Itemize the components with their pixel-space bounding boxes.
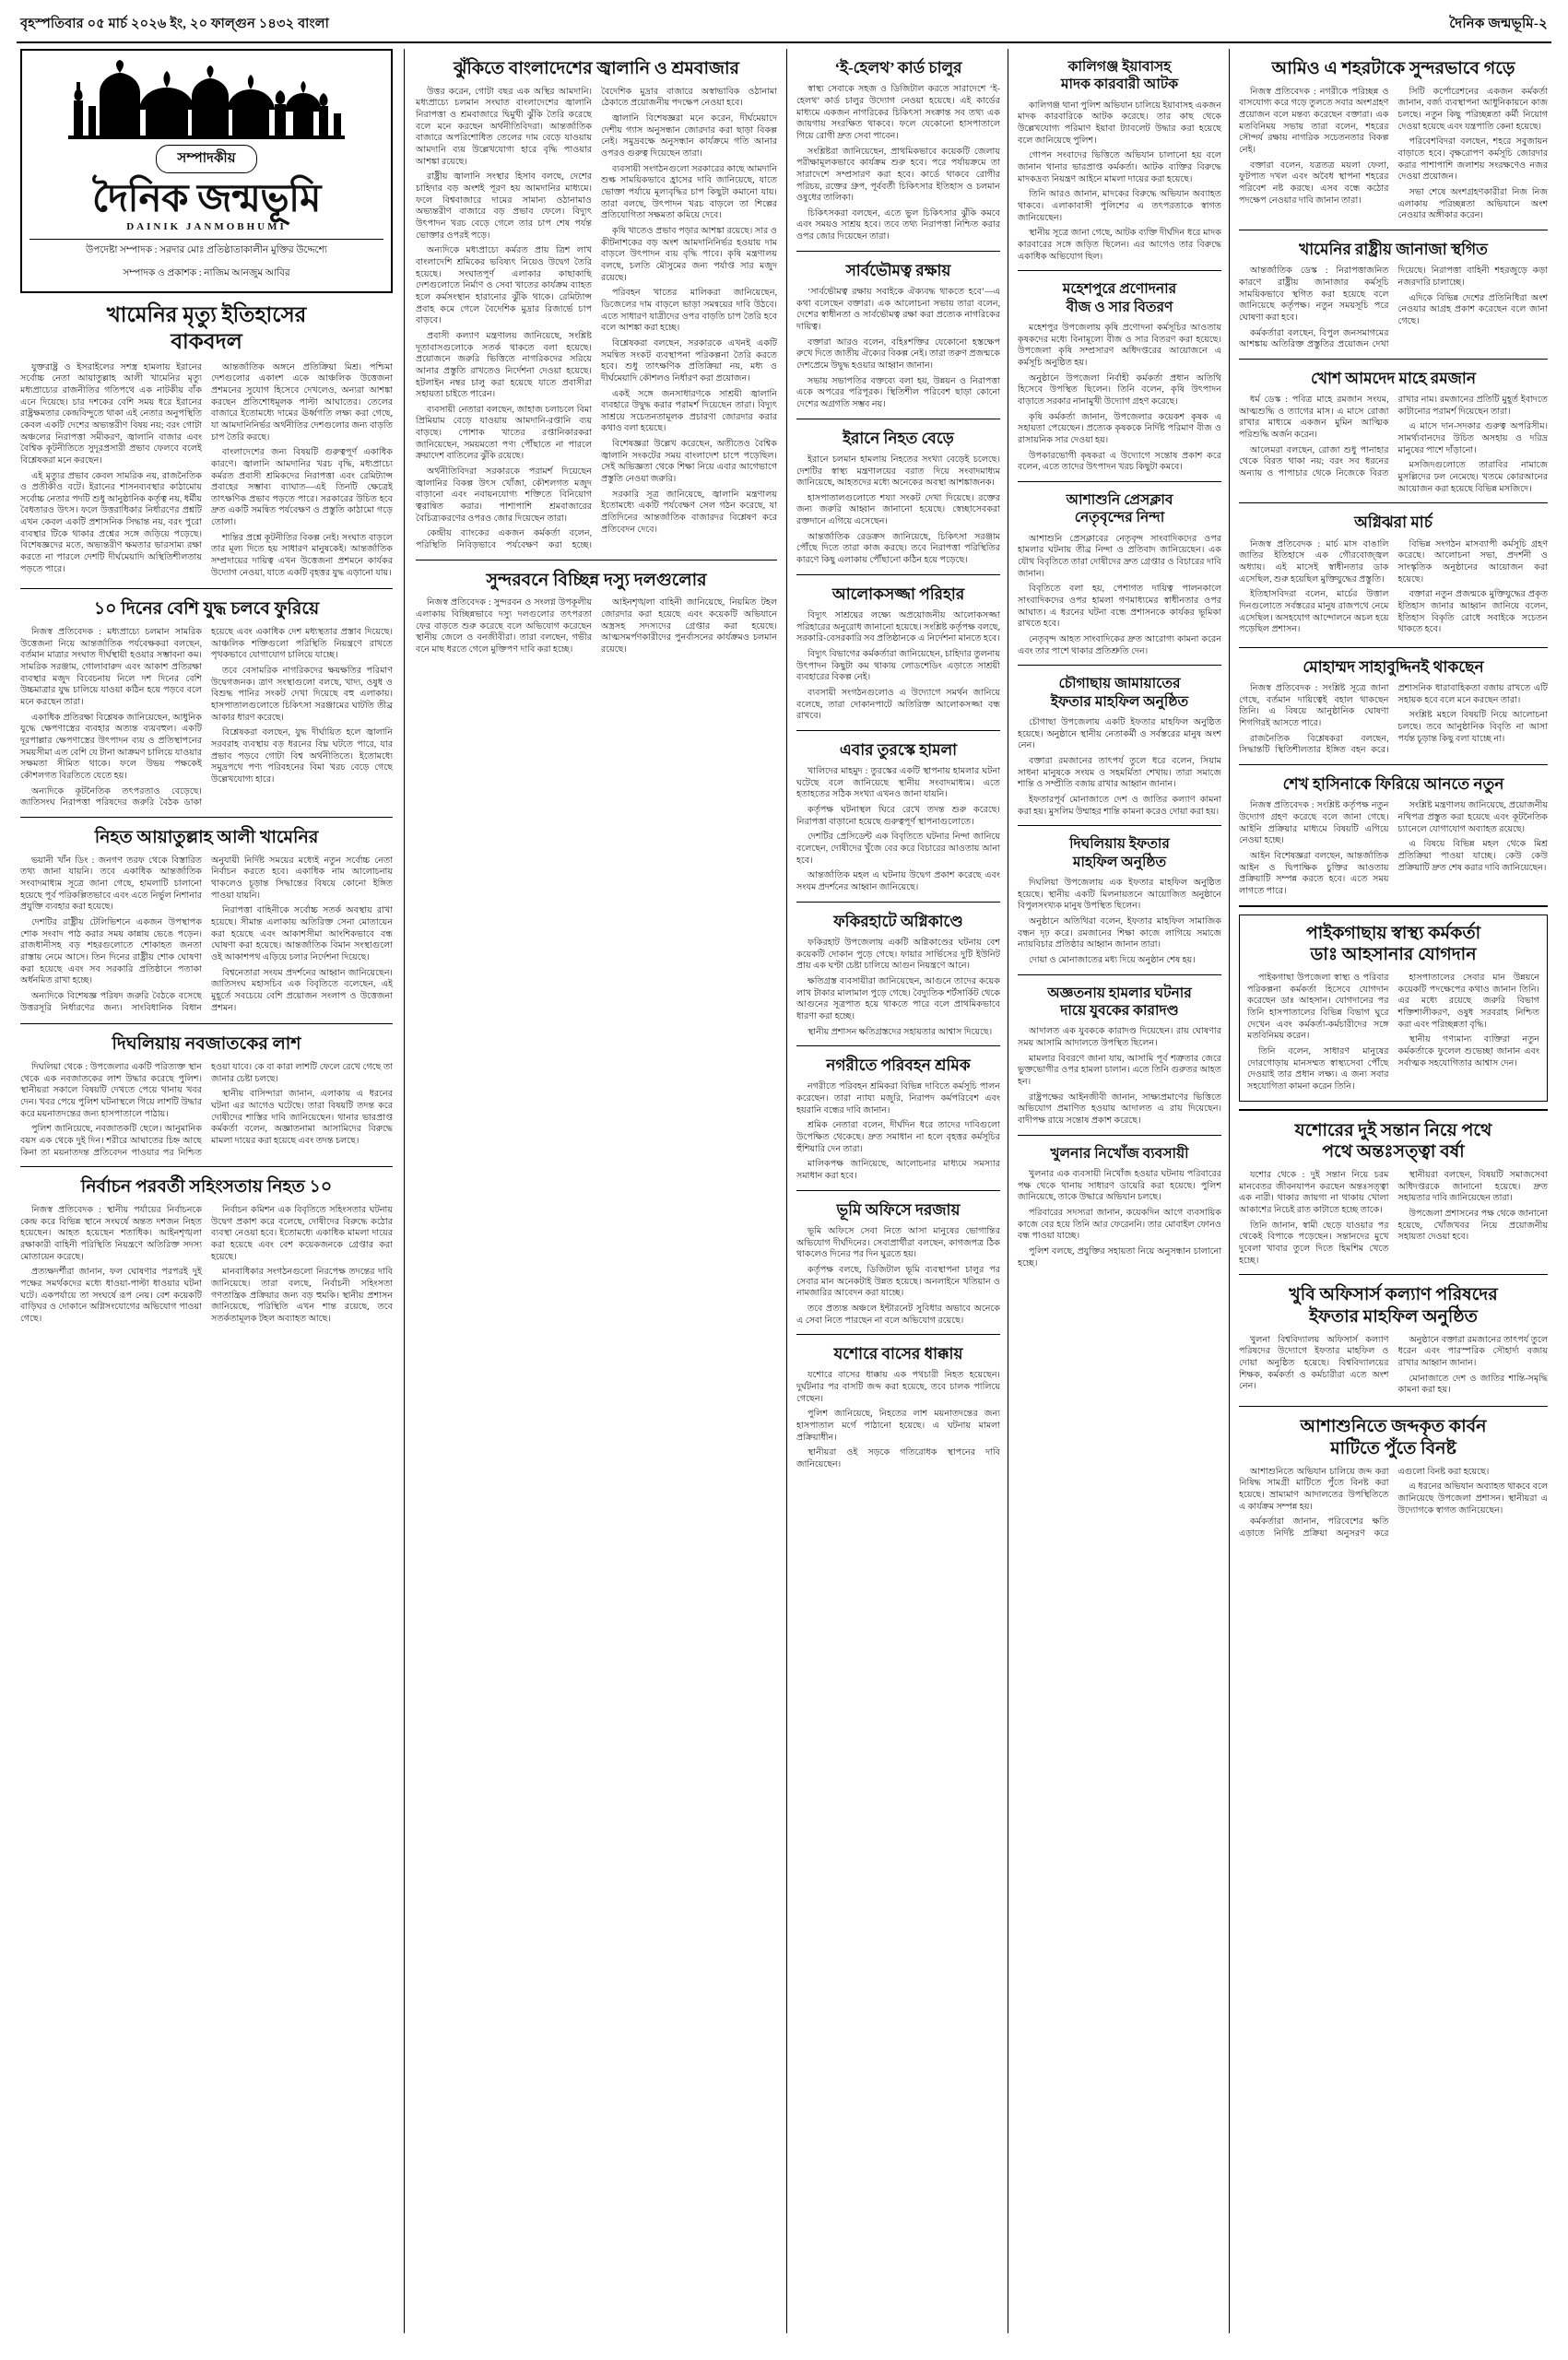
- paragraph: বক্তারা নতুন প্রজন্মকে মুক্তিযুদ্ধের প্রকৃত ইতিহাস জানার আহ্বান জানিয়ে বলেন, ইতিহাস বিকৃতি রোধে সবাইকে সচেতন থাকতে হবে।: [1397, 589, 1548, 635]
- column-5: [1229, 49, 1551, 2333]
- body-mohespur-seed: [1018, 323, 1221, 474]
- paragraph: প্রবাসী কল্যাণ মন্ত্রণালয় জানিয়েছে, সংশ্লিষ্ট দূতাবাসগুলোকে সতর্ক থাকতে বলা হয়েছে। প্রয়োজনে জরুরি ভিত্তিতে নাগরিকদের সরিয়ে আনার প্রস্তুতি রাখতেও নির্দেশনা দেওয়া হয়েছে। হটলাইন নম্বর চালু করা হয়েছে যাতে প্রবাসীরা সহায়তা চাইতে পারেন।: [416, 330, 592, 400]
- paragraph: সিটি কর্পোরেশনের একজন কর্মকর্তা জানান, বর্জ্য ব্যবস্থাপনা আধুনিকায়নে কাজ চলছে। নতুন কিছু পরিচ্ছন্নতা কর্মী নিয়োগ দেওয়া হয়েছে এবং যন্ত্রপাতি কেনা হয়েছে।: [1397, 86, 1548, 132]
- paragraph: নিজস্ব প্রতিবেদক : মধ্যপ্রাচ্যে চলমান সামরিক উত্তেজনা নিয়ে আন্তর্জাতিক পর্যবেক্ষকরা বলছেন, বর্তমান মাত্রার সংঘাত দীর্ঘস্থায়ী হওয়ার সম্ভাবনা কম। সামরিক সরঞ্জাম, গোলাবারুদ এবং আকাশ প্রতিরক্ষা ব্যবস্থার মজুদ বিবেচনায় নিলে দশ দিনের বেশি উচ্চমাত্রার যুদ্ধ চালিয়ে যাওয়া কঠিন হয়ে পড়বে বলে মনে করছেন তারা।: [20, 627, 202, 708]
- paragraph: শ্রমিক নেতারা বলেন, দীর্ঘদিন ধরে তাদের দাবিগুলো উপেক্ষিত থেকেছে। দ্রুত সমাধান না হলে বৃহত্তর কর্মসূচির হুঁশিয়ারি দেন তারা।: [796, 1120, 1000, 1154]
- column-3: [786, 49, 1008, 2333]
- paragraph: কালিগঞ্জ থানা পুলিশ অভিযান চালিয়ে ইয়াবাসহ একজন মাদক কারবারিকে আটক করেছে। তার কাছ থেকে উল্লেখযোগ্য পরিমাণ ইয়াবা ট্যাবলেট উদ্ধার করা হয়েছে বলে জানিয়েছে পুলিশ।: [1018, 100, 1221, 146]
- article-paikgachha-health: [1239, 914, 1548, 1102]
- paragraph: প্রত্যক্ষদর্শীরা জানান, ফল ঘোষণার পরপরই দুই পক্ষের সমর্থকদের মধ্যে ধাওয়া-পাল্টা ধাওয়ার ঘটনা ঘটে। একপর্যায়ে তা সংঘর্ষে রূপ নেয়। বেশ কয়েকটি বাড়িঘর ও দোকানে অগ্নিসংযোগের অভিযোগ পাওয়া গেছে।: [20, 1267, 202, 1324]
- paragraph: বিদ্যুৎ সাশ্রয়ের লক্ষ্যে অপ্রয়োজনীয় আলোকসজ্জা পরিহারের অনুরোধ জানানো হয়েছে। সংশ্লিষ্ট কর্তৃপক্ষ বলছে, সরকারি-বেসরকারি সব প্রতিষ্ঠানকে এ নির্দেশনা মানতে হবে।: [796, 610, 1000, 644]
- paragraph: সংশ্লিষ্ট মন্ত্রণালয় জানিয়েছে, প্রয়োজনীয় নথিপত্র প্রস্তুত করা হয়েছে এবং কূটনৈতিক চ্যানেলে যোগাযোগ অব্যাহত রয়েছে।: [1397, 800, 1548, 834]
- staff-line-2: সম্পাদক ও প্রকাশক : নাজিম আনজুম আবির: [123, 268, 290, 279]
- paragraph: আদালত এক যুবককে কারাদণ্ড দিয়েছেন। রায় ঘোষণার সময় আসামি আদালতে উপস্থিত ছিলেন।: [1018, 1026, 1221, 1048]
- paragraph: তিনি জানান, স্বামী ছেড়ে যাওয়ার পর থেকেই বিপাকে পড়েছেন। সন্তানদের মুখে দুবেলা খাবার তুলে দিতে হিমশিম খেতে হচ্ছে।: [1239, 1220, 1389, 1266]
- paragraph: এ বিষয়ে বিভিন্ন মহল থেকে মিশ্র প্রতিক্রিয়া পাওয়া যাচ্ছে। কেউ কেউ প্রক্রিয়াটি দ্রুত শেষ করার দাবি জানিয়েছেন।: [1397, 839, 1548, 873]
- paragraph: নগরীতে পরিবহন শ্রমিকরা বিভিন্ন দাবিতে কর্মসূচি পালন করেছেন। তারা ন্যায্য মজুরি, নিরাপদ কর্মপরিবেশ এবং হয়রানি বন্ধের দাবি জানান।: [796, 1081, 1000, 1115]
- body-sovereignty: [796, 287, 1000, 411]
- paragraph: চিকিৎসকরা বলছেন, এতে ভুল চিকিৎসার ঝুঁকি কমবে এবং সময়ও সাশ্রয় হবে। তবে তথ্য নিরাপত্তা নিশ্চিত করার ওপর জোর দিয়েছেন তারা।: [796, 207, 1000, 242]
- paragraph: নিজস্ব প্রতিবেদক : সংশ্লিষ্ট কর্তৃপক্ষ নতুন উদ্যোগ গ্রহণ করেছে বলে জানা গেছে। আইনি প্রক্রিয়ার মাধ্যমে বিষয়টি এগিয়ে নেওয়া হচ্ছে।: [1239, 800, 1389, 846]
- paragraph: এদিকে বিভিন্ন দেশের প্রতিনিধিরা অংশ নেওয়ার আগ্রহ প্রকাশ করেছেন বলে জানা গেছে।: [1397, 292, 1548, 326]
- paragraph: আন্তর্জাতিক মহল এ ঘটনায় উদ্বেগ প্রকাশ করেছে এবং সংযম প্রদর্শনের আহ্বান জানিয়েছে।: [796, 870, 1000, 893]
- paragraph: স্থানীয় প্রশাসন ক্ষতিগ্রস্তদের সহায়তার আশ্বাস দিয়েছে।: [808, 1026, 993, 1037]
- paragraph: ফকিরহাট উপজেলায় একটি অগ্নিকাণ্ডের ঘটনায় বেশ কয়েকটি দোকান পুড়ে গেছে। ফায়ার সার্ভিসের দুটি ইউনিট প্রায় এক ঘণ্টা চেষ্টা চালিয়ে আগুন নিয়ন্ত্রণে আনে।: [796, 937, 1000, 972]
- paragraph: পরিবারের সদস্যরা জানান, কয়েকদিন আগে ব্যবসায়িক কাজে বের হয়ে তিনি আর ফেরেননি। তার মোবাইল ফোনও বন্ধ পাওয়া যাচ্ছে।: [1018, 1207, 1221, 1242]
- paragraph: দিঘলিয়া উপজেলায় এক ইফতার মাহফিল অনুষ্ঠিত হয়েছে। স্থানীয় একটি মিলনায়তনে আয়োজিত অনুষ্ঠানে বিপুলসংখ্যক মানুষ উপস্থিত ছিলেন।: [1018, 877, 1221, 912]
- paragraph: আইনশৃঙ্খলা বাহিনী জানিয়েছে, নিয়মিত টহল জোরদার করা হয়েছে এবং কয়েকটি অভিযানে অস্ত্রসহ সদস্যদের গ্রেপ্তার করা হয়েছে। আত্মসমর্পণকারীদের পুনর্বাসনের কার্যক্রমও চলমান রয়েছে।: [601, 597, 777, 655]
- paragraph: নিজস্ব প্রতিবেদক : মার্চ মাস বাঙালি জাতির ইতিহাসে এক গৌরবোজ্জ্বল অধ্যায়। এই মাসেই স্বাধীনতার ডাক এসেছিল, শুরু হয়েছিল মুক্তিযুদ্ধের প্রস্তুতি।: [1239, 538, 1389, 584]
- headline-mohespur-seed: মহেশপুরে প্রণোদনার বীজ ও সার বিতরণ: [1062, 281, 1177, 315]
- paragraph: কর্তৃপক্ষ বলছে, ডিজিটাল ভূমি ব্যবস্থাপনা চালুর পর সেবার মান অনেকটাই উন্নত হয়েছে। অনলাইনে খতিয়ান ও নামজারির আবেদন করা যাচ্ছে।: [796, 1264, 1000, 1299]
- paragraph: রাজনৈতিক বিশ্লেষকরা বলছেন, সিদ্ধান্তটি স্থিতিশীলতার ইঙ্গিত বহন করে। প্রশাসনিক ধারাবাহিকতা বজায় রাখতে এটি সহায়ক হবে বলে মনে করছেন তারা।: [1239, 683, 1548, 756]
- paragraph: আন্তর্জাতিক অঙ্গনে প্রতিক্রিয়া মিশ্র। পশ্চিমা দেশগুলোর একাংশ একে আঞ্চলিক উত্তেজনা প্রশমনের সুযোগ হিসেবে দেখলেও, অন্যরা আশঙ্কা করছেন প্রতিশোধমূলক পাল্টা আঘাতের। তেলের বাজারে ইতোমধ্যে দামের ঊর্ধ্বগতি লক্ষ্য করা গেছে, যা আমদানিনির্ভর অর্থনীতির দেশগুলোর জন্য বাড়তি চাপ তৈরি করছে।: [211, 361, 393, 442]
- paragraph: চৌগাছা উপজেলায় একটি ইফতার মাহফিল অনুষ্ঠিত হয়েছে। অনুষ্ঠানে স্থানীয় নেতাকর্মী ও সর্বস্তরের মানুষ অংশ নেন।: [1018, 716, 1221, 751]
- paragraph: পাইকগাছা উপজেলা স্বাস্থ্য ও পরিবার পরিকল্পনা কর্মকর্তা হিসেবে যোগদান করেছেন ডাঃ আহসান। যোগদানের পর তিনি হাসপাতালের বিভিন্ন বিভাগ ঘুরে দেখেন এবং কর্মকর্তা-কর্মচারীদের সঙ্গে মতবিনিময় করেন।: [1247, 973, 1389, 1042]
- column-2: [404, 49, 786, 2333]
- paragraph: উত্তর করেন, গোটা বছর এক অস্থির আমদানি। মধ্যপ্রাচ্যে চলমান সংঘাত বাংলাদেশের জ্বালানি নিরাপত্তা ও শ্রমবাজারে দ্বিমুখী ঝুঁকি তৈরি করেছে বলে মনে করছেন অর্থনীতিবিদরা। আন্তর্জাতিক বাজারে অপরিশোধিত তেলের দাম বেড়ে যাওয়ায় আমদানি ব্যয় উল্লেখযোগ্য হারে বৃদ্ধি পাওয়ার আশঙ্কা রয়েছে।: [416, 86, 592, 167]
- paragraph: ক্ষতিগ্রস্ত ব্যবসায়ীরা জানিয়েছেন, আগুনে তাদের কয়েক লাখ টাকার মালামাল পুড়ে গেছে। বৈদ্যুতিক শর্টসার্কিট থেকে আগুনের সূত্রপাত হয়ে থাকতে পারে বলে প্রাথমিকভাবে ধারণা করা হচ্ছে।: [796, 975, 1000, 1021]
- body-chougacha-iftar: [1018, 717, 1221, 818]
- paragraph: অনুষ্ঠানে অতিথিরা বলেন, ইফতার মাহফিল সামাজিক বন্ধন দৃঢ় করে। রমজানের শিক্ষা কাজে লাগিয়ে সমাজে ন্যায়বিচার প্রতিষ্ঠার আহ্বান জানান তারা।: [1018, 915, 1221, 950]
- paragraph: আলেমরা বলছেন, রোজা শুধু পানাহার থেকে বিরত থাকা নয়; বরং সব ধরনের অন্যায় ও পাপাচার থেকে নিজেকে বিরত রাখার নাম। রমজানের প্রতিটি মুহূর্ত ইবাদতে কাটানোর পরামর্শ দিয়েছেন তারা।: [1239, 395, 1548, 478]
- paragraph: খালিদের মাহমুদ : তুরস্কের একটি স্থাপনায় হামলার ঘটনা ঘটেছে বলে জানিয়েছে স্থানীয় সংবাদমাধ্যম। এতে হতাহতের সঠিক সংখ্যা এখনও জানা যায়নি।: [796, 766, 1000, 800]
- headline-kaliganj-yaba: কালিগঞ্জ ইয়াবাসহ মাদক কারবারী আটক: [1060, 59, 1179, 93]
- headline-jubok-arrest: অজ্ঞতনায় হামলার ঘটনার দায়ে যুবকের কারাদণ্ড: [1047, 985, 1192, 1019]
- paragraph: এই মৃত্যুর প্রভাব কেবল সামরিক নয়, রাজনৈতিক ও প্রতীকীও বটে। ইরানের শাসনব্যবস্থার কাঠামোয় সর্বোচ্চ নেতার পদটি শুধু আনুষ্ঠানিক কর্তৃত্ব নয়, ধর্মীয় বৈধতারও উৎস। ফলে উত্তরাধিকার নির্ধারণের প্রশ্নটি এখন কেবল একটি প্রশাসনিক সিদ্ধান্ত নয়, বরং পুরো ব্যবস্থার টিকে থাকার প্রশ্নের সঙ্গে জড়িয়ে পড়েছে। বিশেষজ্ঞদের মতে, অভ্যন্তরীণ ক্ষমতার ভারসাম্য রক্ষা করতে না পারলে দেশটি দীর্ঘমেয়াদি অস্থিতিশীলতায় পড়তে পারে।: [20, 470, 202, 574]
- page-marker: দৈনিক জন্মভূমি-২: [1449, 17, 1548, 31]
- paragraph: পুলিশ জানিয়েছে, নবজাতকটি ছেলে। আনুমানিক বয়স এক থেকে দুই দিন। শরীরে আঘাতের চিহ্ন আছে কিনা তা ময়নাতদন্ত প্রতিবেদন পাওয়ার পর নিশ্চিত হওয়া যাবে। কে বা কারা লাশটি ফেলে রেখে গেছে তা জানার চেষ্টা চলছে।: [20, 1062, 393, 1158]
- headline-ehealth-card: ‘ই-হেলথ’ কার্ড চালুর: [834, 59, 962, 77]
- paragraph: বক্তারা রমজানের তাৎপর্য তুলে ধরে বলেন, সিয়াম সাধনা মানুষকে সংযম ও সহমর্মিতা শেখায়। তারা সমাজে শান্তি ও সম্প্রীতি বজায় রাখার আহ্বান জানান।: [1018, 755, 1221, 790]
- paragraph: দেশটির রাষ্ট্রীয় টেলিভিশনে একজন উপস্থাপক শোক সংবাদ পাঠ করার সময় কান্নায় ভেঙে পড়েন। রাজধানীসহ বড় শহরগুলোতে শোকাহত জনতা রাস্তায় নেমে আসে। তিন দিনের রাষ্ট্রীয় শোক ঘোষণা করা হয়েছে এবং সব সরকারি প্রতিষ্ঠানে পতাকা অর্ধনমিত রাখা হচ্ছে।: [20, 917, 202, 986]
- paragraph: সংশ্লিষ্ট মহলে বিষয়টি নিয়ে আলোচনা চলছে। তবে আনুষ্ঠানিক বিবৃতি না আসা পর্যন্ত চূড়ান্ত কিছু বলা যাচ্ছে না।: [1397, 710, 1548, 744]
- paragraph: পুলিশ বলছে, প্রযুক্তির সহায়তা নিয়ে অনুসন্ধান চালানো হচ্ছে।: [1018, 1245, 1221, 1268]
- paragraph: হাসপাতালের সেবার মান উন্নয়নে কয়েকটি পদক্ষেপের কথাও জানান তিনি। এর মধ্যে রয়েছে জরুরি বিভাগ শক্তিশালীকরণ, ওষুধ সরবরাহ নিশ্চিত করা এবং পরিচ্ছন্নতা বৃদ্ধি।: [1397, 973, 1539, 1030]
- paragraph: স্থানীয়রা ওই সড়কে গতিরোধক স্থাপনের দাবি জানিয়েছেন।: [796, 1447, 1000, 1470]
- paragraph: মামলার বিবরণে জানা যায়, আসামি পূর্ব শত্রুতার জেরে ভুক্তভোগীর ওপর হামলা চালান। এতে তিনি গুরুতর আহত হন।: [1018, 1053, 1221, 1087]
- paper-romanized: DAINIK JANMOBHUMI: [126, 221, 287, 233]
- date-line: বৃহস্পতিবার ০৫ মার্চ ২০২৬ ইং, ২০ ফাল্গুন ১৪৩২ বাংলা: [20, 17, 330, 31]
- paragraph: বিশ্বনেতারা সংযম প্রদর্শনের আহ্বান জানিয়েছেন। জাতিসংঘ মহাসচিব এক বিবৃতিতে বলেছেন, এই মুহূর্তে সবচেয়ে বেশি প্রয়োজন সংলাপ ও উত্তেজনা প্রশমন।: [211, 967, 393, 1013]
- paragraph: খুলনা বিশ্ববিদ্যালয় অফিসার্স কল্যাণ পরিষদের উদ্যোগে ইফতার মাহফিল ও দোয়া অনুষ্ঠিত হয়েছে। বিশ্ববিদ্যালয়ের শিক্ষক, কর্মকর্তা ও কর্মচারীরা এতে অংশ নেন।: [1239, 1334, 1389, 1392]
- paragraph: নিজস্ব প্রতিবেদক : সুন্দরবন ও সংলগ্ন উপকূলীয় এলাকায় বিচ্ছিন্নভাবে দস্যু দলগুলোর তৎপরতা ফের বাড়তে শুরু করেছে বলে অভিযোগ করেছেন স্থানীয় জেলে ও বনজীবীরা। তারা বলছেন, গভীর বনে মাছ ধরতে গেলে মুক্তিপণ দাবি করা হচ্ছে।: [416, 597, 592, 655]
- body-ashatoni-press-club: [1018, 534, 1221, 658]
- paragraph: সভা শেষে অংশগ্রহণকারীরা নিজ নিজ এলাকায় পরিচ্ছন্নতা অভিযানে অংশ নেওয়ার অঙ্গীকার করেন।: [1397, 187, 1548, 221]
- paragraph: ভূমি অফিসে সেবা নিতে আসা মানুষের ভোগান্তির অভিযোগ দীর্ঘদিনের। সেবাপ্রার্থীরা বলছেন, কাগজপত্র ঠিক থাকলেও দিনের পর দিন ঘুরতে হয়।: [796, 1225, 1000, 1260]
- paragraph: অর্থনীতিবিদরা সরকারকে পরামর্শ দিয়েছেন জ্বালানির বিকল্প উৎস খোঁজা, কৌশলগত মজুদ বাড়ানো এবং নবায়নযোগ্য শক্তিতে বিনিয়োগ ত্বরান্বিত করার। পাশাপাশি শ্রমবাজারের বৈচিত্র্যকরণের ওপরও জোর দিয়েছেন তারা।: [416, 466, 592, 524]
- paragraph: আন্তর্জাতিক ডেস্ক : নিরাপত্তাজনিত কারণে রাষ্ট্রীয় জানাজার কর্মসূচি সাময়িকভাবে স্থগিত করা হয়েছে বলে জানিয়েছে কর্তৃপক্ষ। নতুন সময়সূচি পরে ঘোষণা করা হবে।: [1239, 266, 1389, 323]
- headline-city-transport-workers: নগরীতে পরিবহন শ্রমিক: [826, 1056, 971, 1075]
- body-land-office: [796, 1226, 1000, 1327]
- paragraph: বিশ্লেষকরা বলছেন, যুদ্ধ দীর্ঘায়িত হলে জ্বালানি সরবরাহ ব্যবস্থায় বড় ধরনের বিঘ্ন ঘটতে পারে, যার প্রভাব পড়বে গোটা বিশ্ব অর্থনীতিতে। ইতোমধ্যে সমুদ্রপথে পণ্য পরিবহনের বিমা খরচ বেড়ে গেছে উল্লেখযোগ্য হারে।: [211, 727, 393, 785]
- body-energy-labour-market: [416, 87, 777, 552]
- headline-khulna-missing: খুলনার নিখোঁজ ব্যবসায়ী: [1050, 1145, 1189, 1162]
- body-khulna-missing: [1018, 1169, 1221, 1269]
- headline-khamenei-funeral: খামেনির রাষ্ট্রীয় জানাজা স্থগিত: [1299, 240, 1488, 258]
- nameplate: [20, 49, 393, 293]
- paragraph: বিশেষজ্ঞরা উল্লেখ করেছেন, অতীতেও বৈশ্বিক জ্বালানি সংকটের সময় বাংলাদেশ চাপে পড়েছিল। সেই অভিজ্ঞতা থেকে শিক্ষা নিয়ে এবার আগেভাগে প্রস্তুতি নেওয়া জরুরি।: [601, 439, 777, 485]
- masthead-topbar: [17, 13, 1551, 43]
- paragraph: একই সঙ্গে জনসাধারণকে সাশ্রয়ী জ্বালানি ব্যবহারে উদ্বুদ্ধ করার পরামর্শ দিয়েছেন তারা। বিদ্যুৎ সাশ্রয়ে সচেতনতামূলক প্রচারণা জোরদার করার কথাও বলা হয়েছে।: [601, 388, 777, 434]
- paragraph: বিদ্যুৎ বিভাগের কর্মকর্তারা জানিয়েছেন, চাহিদার তুলনায় উৎপাদন কিছুটা কম থাকায় লোডশেডিং এড়াতে সাশ্রয়ী ব্যবহারের বিকল্প নেই।: [796, 648, 1000, 683]
- paragraph: স্থানীয় সূত্রে জানা গেছে, আটক ব্যক্তি দীর্ঘদিন ধরে মাদক কারবারের সঙ্গে জড়িত ছিলেন। এর আগেও তার বিরুদ্ধে একাধিক অভিযোগ ছিল।: [1018, 228, 1221, 262]
- paragraph: নিজস্ব প্রতিবেদক : সংশ্লিষ্ট সূত্রে জানা গেছে, বর্তমান দায়িত্বেই বহাল থাকছেন তিনি। এ বিষয়ে আনুষ্ঠানিক ঘোষণা শিগগিরই আসতে পারে।: [1239, 683, 1389, 729]
- paragraph: বিভিন্ন সংগঠন মাসব্যাপী কর্মসূচি গ্রহণ করেছে। আলোচনা সভা, প্রদর্শনী ও সাংস্কৃতিক অনুষ্ঠানের আয়োজন করা হয়েছে।: [1397, 538, 1548, 584]
- headline-ashashuni-carbon: আশাশুনিতে জব্দকৃত কার্বন মাটিতে পুঁতে বিনষ্ট: [1300, 1417, 1487, 1458]
- body-beautify-city: [1239, 87, 1548, 222]
- paragraph: ব্যবসায়ী সংগঠনগুলোও এ উদ্যোগে সমর্থন জানিয়ে বলেছে, তারা দোকানপাটে অতিরিক্ত আলোকসজ্জা বন্ধ রাখবে।: [796, 687, 1000, 722]
- column-4: [1008, 49, 1229, 2333]
- paragraph: রাষ্ট্রীয় জ্বালানি সংস্থার হিসাব বলছে, দেশের চাহিদার বড় অংশই পূরণ হয় আমদানির মাধ্যমে। ফলে বিশ্ববাজারে দামের সামান্য ওঠানামাও অভ্যন্তরীণ বাজারে বড় প্রভাব ফেলে। বিদ্যুৎ উৎপাদন খরচ বেড়ে গেলে তার চাপ শেষ পর্যন্ত ভোক্তার ওপরই পড়ে।: [416, 171, 592, 241]
- paragraph: নিজস্ব প্রতিবেদক : নগরীকে পরিচ্ছন্ন ও বাসযোগ্য করে গড়ে তুলতে সবার অংশগ্রহণ প্রয়োজন বলে মন্তব্য করেছেন বক্তারা। এক মতবিনিময় সভায় তারা বলেন, শহরের সৌন্দর্য রক্ষায় নাগরিক সচেতনতার বিকল্প নেই।: [1239, 86, 1389, 156]
- mosque-skyline-icon: [68, 60, 345, 139]
- paragraph: কৃষি খাতেও প্রভাব পড়ার আশঙ্কা রয়েছে। সার ও কীটনাশকের বড় অংশ আমদানিনির্ভর হওয়ায় দাম বাড়লে উৎপাদন ব্যয় বৃদ্ধি পাবে। কৃষি মন্ত্রণালয় বলছে, চলতি মৌসুমের জন্য পর্যাপ্ত সার মজুদ রয়েছে।: [601, 225, 777, 283]
- headline-editorial-khamenei-death: খামেনির মৃত্যু ইতিহাসের বাকবদল: [106, 303, 307, 353]
- body-mohammad-sahabuddin: [1239, 683, 1548, 757]
- body-light-parihar: [796, 610, 1000, 723]
- paragraph: তবে বেসামরিক নাগরিকদের ক্ষয়ক্ষতির পরিমাণ উদ্বেগজনক। ত্রাণ সংস্থাগুলো বলছে, খাদ্য, ওষুধ ও বিশুদ্ধ পানির সংকট দেখা দিয়েছে বহু এলাকায়। হাসপাতালগুলোতে চিকিৎসা সরঞ্জামের ঘাটতি তীব্র আকার ধারণ করেছে।: [211, 666, 393, 723]
- paragraph: বক্তারা আরও বলেন, বহিঃশক্তির যেকোনো হস্তক্ষেপ রুখে দিতে জাতীয় ঐক্যের বিকল্প নেই। তারা তরুণ প্রজন্মকে দেশপ্রেমে উদ্বুদ্ধ হওয়ার আহ্বান জানান।: [796, 336, 1000, 371]
- headline-newborn-body: দিঘলিয়ায় নবজাতকের লাশ: [112, 1034, 301, 1055]
- headline-ashatoni-press-club: আশাশুনি প্রেসক্লাব নেতৃবৃন্দের নিন্দা: [1066, 491, 1173, 526]
- column-1: [17, 49, 404, 2333]
- paragraph: কর্মকর্তারা বলছেন, বিপুল জনসমাগমের আশঙ্কায় অতিরিক্ত প্রস্তুতির প্রয়োজন দেখা দিয়েছে। নিরাপত্তা বাহিনী শহরজুড়ে কড়া নজরদারি চালাচ্ছে।: [1239, 266, 1548, 350]
- body-welcome-ramadan: [1239, 395, 1548, 495]
- headline-hasina-return: শেখ হাসিনাকে ফিরিয়ে আনতে নতুন: [1282, 775, 1504, 793]
- paragraph: উপজেলা প্রশাসনের পক্ষ থেকে জানানো হয়েছে, খোঁজখবর নিয়ে প্রয়োজনীয় সহায়তা দেওয়া হবে।: [1397, 1209, 1548, 1243]
- paragraph: ভয়ানী খাঁন ডিং : জনগণ তরফ থেকে বিস্তারিত তথ্য জানা যায়নি। তবে একাধিক আন্তর্জাতিক সংবাদমাধ্যম সূত্রে জানা গেছে, হামলাটি চালানো হয়েছে পূর্ব পরিকল্পিতভাবে এবং এতে নির্ভুল নিশানার প্রযুক্তি ব্যবহার করা হয়েছে।: [20, 855, 202, 913]
- paragraph: বাংলাদেশের জন্য বিষয়টি গুরুত্বপূর্ণ একাধিক কারণে। জ্বালানি আমদানির খরচ বৃদ্ধি, মধ্যপ্রাচ্যে কর্মরত প্রবাসী শ্রমিকদের নিরাপত্তা এবং রেমিট্যান্স প্রবাহের সম্ভাব্য ব্যাঘাত—এই তিনটি ক্ষেত্রেই তাৎক্ষণিক প্রভাব পড়তে পারে। সরকারের উচিত হবে দ্রুত একটি সমন্বিত পর্যবেক্ষণ ও প্রস্তুতি কাঠামো গড়ে তোলা।: [211, 447, 393, 528]
- paragraph: মালিকপক্ষ জানিয়েছে, আলোচনার মাধ্যমে সমস্যার সমাধান করা হবে।: [796, 1159, 1000, 1182]
- headline-khamenei-killed: নিহত আয়াতুল্লাহ আলী খামেনির: [94, 828, 319, 847]
- body-paikgachha-health: [1247, 973, 1539, 1093]
- paragraph: দিঘলিয়া থেকে : উপজেলার একটি পরিত্যক্ত স্থান থেকে এক নবজাতকের লাশ উদ্ধার করেছে পুলিশ। স্থানীয়রা সকালে বিষয়টি দেখতে পেয়ে থানায় খবর দেন। খবর পেয়ে পুলিশ ঘটনাস্থলে গিয়ে লাশটি উদ্ধার করে ময়নাতদন্তের জন্য হাসপাতালে পাঠায়।: [20, 1062, 202, 1119]
- paragraph: উপকারভোগী কৃষকরা এ উদ্যোগে সন্তোষ প্রকাশ করে বলেন, এতে তাদের উৎপাদন খরচ কিছুটা কমবে।: [1018, 450, 1221, 473]
- body-ashashuni-carbon: [1239, 1467, 1548, 1540]
- body-sundarban-pirates: [416, 597, 777, 659]
- paragraph: ইরানে চলমান হামলায় নিহতের সংখ্যা বেড়েই চলেছে। দেশটির স্বাস্থ্য মন্ত্রণালয়ের বরাত দিয়ে সংবাদমাধ্যম জানিয়েছে, আহতদের মধ্যে অনেকের অবস্থা আশঙ্কাজনক।: [796, 454, 1000, 489]
- paragraph: আশাশুনিতে অভিযান চালিয়ে জব্দ করা নিষিদ্ধ সামগ্রী মাটিতে পুঁতে বিনষ্ট করা হয়েছে। ভ্রাম্যমাণ আদালতের উপস্থিতিতে এ কার্যক্রম সম্পন্ন হয়।: [1239, 1466, 1389, 1512]
- headline-jashore-mother: যশোরের দুই সন্তান নিয়ে পথে পথে অন্তঃসত্ত্বা বর্ষা: [1294, 1120, 1492, 1162]
- paragraph: যশোরে বাসের ধাক্কায় এক পথচারী নিহত হয়েছেন। দুর্ঘটনার পর বাসটি জব্দ করা হয়েছে, তবে চালক পালিয়ে গেছেন।: [796, 1370, 1000, 1404]
- paragraph: এ ধরনের অভিযান অব্যাহত থাকবে বলে জানিয়েছে উপজেলা প্রশাসন। স্থানীয়রা এ উদ্যোগকে স্বাগত জানিয়েছেন।: [1397, 1481, 1548, 1516]
- paragraph: অনুষ্ঠানে বক্তারা রমজানের তাৎপর্য তুলে ধরেন এবং পারস্পরিক সৌহার্দ্য বজায় রাখার আহ্বান জানান।: [1397, 1334, 1548, 1369]
- paragraph: ব্যবসায়ী সংগঠনগুলো সরকারের কাছে আমদানি শুল্ক সাময়িকভাবে হ্রাসের দাবি জানিয়েছে, যাতে ভোক্তা পর্যায়ে মূল্যবৃদ্ধির চাপ কিছুটা কমানো যায়। তারা বলছে, উৎপাদন খরচ বাড়লে তা শিল্পের প্রতিযোগিতা সক্ষমতা কমিয়ে দেবে।: [601, 163, 777, 221]
- paragraph: দোয়া ও মোনাজাতের মধ্য দিয়ে অনুষ্ঠান শেষ হয়।: [1029, 954, 1196, 965]
- headline-beautify-city: আমিও এ শহরটাকে সুন্দরভাবে গড়ে: [1271, 59, 1515, 78]
- paragraph: বিশ্লেষকরা বলছেন, সরকারকে এখনই একটি সমন্বিত সংকট ব্যবস্থাপনা পরিকল্পনা তৈরি করতে হবে। শুধু তাৎক্ষণিক প্রতিক্রিয়া নয়, মধ্য ও দীর্ঘমেয়াদি কৌশলও নির্ধারণ করা প্রয়োজন।: [601, 337, 777, 384]
- paragraph: বক্তারা বলেন, যত্রতত্র ময়লা ফেলা, ফুটপাত দখল এবং অবৈধ স্থাপনা শহরের পরিবেশ নষ্ট করছে। এসব বন্ধে কঠোর পদক্ষেপ নেওয়ার দাবি জানান তারা।: [1239, 159, 1389, 206]
- paragraph: জ্বালানি বিশেষজ্ঞরা মনে করেন, দীর্ঘমেয়াদে দেশীয় গ্যাস অনুসন্ধান জোরদার করা ছাড়া বিকল্প নেই। সমুদ্রবক্ষে অনুসন্ধান কার্যক্রমে গতি আনার ওপরও গুরুত্ব দিয়েছেন তারা।: [601, 113, 777, 159]
- paragraph: অনুষ্ঠানে উপজেলা নির্বাহী কর্মকর্তা প্রধান অতিথি হিসেবে উপস্থিত ছিলেন। তিনি বলেন, কৃষি উৎপাদন বাড়াতে সরকার নানামুখী উদ্যোগ গ্রহণ করেছে।: [1018, 372, 1221, 407]
- paragraph: সরকারি সূত্র জানিয়েছে, জ্বালানি মন্ত্রণালয় ইতোমধ্যে একটি পর্যবেক্ষণ সেল গঠন করেছে, যা প্রতিদিনের আন্তর্জাতিক বাজারদর বিশ্লেষণ করে প্রতিবেদন দেবে।: [601, 489, 777, 535]
- body-editorial-khamenei-death: [20, 362, 393, 582]
- paragraph: তবে প্রত্যন্ত অঞ্চলে ইন্টারনেট সুবিধার অভাবে অনেকে এ সেবা নিতে পারছেন না বলে অভিযোগ রয়েছে।: [796, 1303, 1000, 1326]
- paragraph: নিজস্ব প্রতিবেদক : স্থানীয় পর্যায়ের নির্বাচনকে কেন্দ্র করে বিভিন্ন স্থানে সংঘর্ষে অন্তত দশজন নিহত হয়েছেন। আহত হয়েছেন শতাধিক। আইনশৃঙ্খলা রক্ষাকারী বাহিনী পরিস্থিতি নিয়ন্ত্রণে অতিরিক্ত সদস্য মোতায়েন করেছে।: [20, 1205, 202, 1262]
- paragraph: তিনি আরও জানান, মাদকের বিরুদ্ধে অভিযান অব্যাহত থাকবে। এলাকাবাসী পুলিশের এ তৎপরতাকে স্বাগত জানিয়েছেন।: [1018, 189, 1221, 223]
- headline-jashore-bus: যশোরে বাসের ধাক্কায়: [833, 1345, 963, 1363]
- headline-chougacha-iftar: চৌগাছায় জামায়াতের ইফতার মাহফিল অনুষ্ঠিত: [1050, 676, 1189, 710]
- headline-light-parihar: আলোকসজ্জা পরিহার: [831, 584, 965, 603]
- paragraph: আইন বিশেষজ্ঞরা বলছেন, আন্তর্জাতিক আইন ও দ্বিপাক্ষিক চুক্তির আওতায় প্রক্রিয়াটি সম্পন্ন করতে হবে। এতে সময় লাগতে পারে।: [1239, 850, 1389, 896]
- body-hasina-return: [1239, 800, 1548, 897]
- body-turkey-attack: [796, 766, 1000, 894]
- paragraph: ধর্ম ডেস্ক : পবিত্র মাহে রমজান সংযম, আত্মশুদ্ধি ও ত্যাগের মাস। এ মাসে রোজা রাখার মাধ্যমে একজন মুমিন আত্মিক পরিশুদ্ধি অর্জন করেন।: [1239, 395, 1389, 441]
- paragraph: খুলনার এক ব্যবসায়ী নিখোঁজ হওয়ার ঘটনায় পরিবারের পক্ষ থেকে থানায় সাধারণ ডায়েরি করা হয়েছে। পুলিশ জানিয়েছে, তাকে উদ্ধারে অভিযান চলছে।: [1018, 1168, 1221, 1203]
- paragraph: পরিবেশবিদরা বলছেন, শহরে সবুজায়ন বাড়াতে হবে। বৃক্ষরোপণ কর্মসূচি জোরদার করার পাশাপাশি জলাশয় সংরক্ষণেও নজর দেওয়া প্রয়োজন।: [1397, 136, 1548, 183]
- body-fakirhat-fire: [796, 938, 1000, 1038]
- paragraph: কৃষি কর্মকর্তা জানান, উপজেলার কয়েকশ কৃষক এ সহায়তা পেয়েছেন। প্রত্যেক কৃষককে নির্দিষ্ট পরিমাণ বীজ ও রাসায়নিক সার দেওয়া হয়।: [1018, 411, 1221, 445]
- body-war-ten-days: [20, 627, 393, 809]
- paragraph: ‘সার্বভৌমত্ব রক্ষায় সবাইকে ঐক্যবদ্ধ থাকতে হবে’—এ কথা বলেছেন বক্তারা। এক আলোচনা সভায় তারা বলেন, দেশের স্বাধীনতা ও সার্বভৌমত্ব রক্ষা করা প্রত্যেক নাগরিকের দায়িত্ব।: [796, 287, 1000, 332]
- page-grid: [17, 49, 1551, 2333]
- body-kaliganj-yaba: [1018, 100, 1221, 264]
- paragraph: স্থানীয় বাসিন্দারা জানান, এলাকায় এ ধরনের ঘটনা এর আগেও ঘটেছে। তারা বিষয়টি তদন্ত করে দোষীদের শাস্তির দাবি জানিয়েছেন। থানার ভারপ্রাপ্ত কর্মকর্তা বলেন, অজ্ঞাতনামা আসামিদের বিরুদ্ধে মামলা দায়ের করা হয়েছে এবং তদন্ত চলছে।: [211, 1089, 393, 1146]
- staff-line-1: উপদেষ্টা সম্পাদক : সরদার মোঃ প্রতিষ্ঠাতাকালীন মুক্তির উদ্দেশ্যে: [29, 239, 383, 259]
- paragraph: গোপন সংবাদের ভিত্তিতে অভিযান চালানো হয় বলে জানান থানার ভারপ্রাপ্ত কর্মকর্তা। আটক ব্যক্তির বিরুদ্ধে মাদকদ্রব্য নিয়ন্ত্রণ আইনে মামলা দায়ের করা হয়েছে।: [1018, 150, 1221, 184]
- headline-post-election-violence: নির্বাচন পরবর্তী সহিংসতায় নিহত ১০: [80, 1177, 333, 1198]
- body-ehealth-card: [796, 84, 1000, 243]
- headline-welcome-ramadan: খোশ আমদেদ মাহে রমজান: [1311, 369, 1476, 387]
- headline-dighalia-iftar: দিঘলিয়ায় ইফতার মাহফিল অনুষ্ঠিত: [1069, 836, 1170, 870]
- headline-sundarban-pirates: সুন্দরবনে বিচ্ছিন্ন দস্যু দলগুলোর: [486, 570, 707, 590]
- paragraph: ব্যবসায়ী নেতারা বলছেন, জাহাজ চলাচলে বিমা প্রিমিয়াম বেড়ে যাওয়ায় আমদানি-রপ্তানি ব্যয় বাড়ছে। পোশাক খাতের রপ্তানিকারকরা জানিয়েছেন, সময়মতো পণ্য পৌঁছাতে না পারলে ক্রয়াদেশ বাতিলের ঝুঁকি রয়েছে।: [416, 404, 592, 462]
- paragraph: স্থানীয়রা বলছেন, বিষয়টি সমাজসেবা অধিদপ্তরকে জানানো হয়েছে। দ্রুত সহায়তার দাবি জানিয়েছেন তারা।: [1397, 1170, 1548, 1204]
- paragraph: ইফতারপূর্ব মোনাজাতে দেশ ও জাতির কল্যাণ কামনা করা হয়। মুসলিম উম্মাহর শান্তি কামনা করেও দোয়া করা হয়।: [1018, 794, 1221, 817]
- paragraph: তিনি বলেন, সাধারণ মানুষের দোরগোড়ায় মানসম্মত স্বাস্থ্যসেবা পৌঁছে দেওয়াই তার প্রধান লক্ষ্য। এ জন্য সবার সহযোগিতা কামনা করেন তিনি।: [1247, 1045, 1389, 1092]
- paragraph: কর্তৃপক্ষ ঘটনাস্থল ঘিরে রেখে তদন্ত শুরু করেছে। নিরাপত্তা বাড়ানো হয়েছে গুরুত্বপূর্ণ স্থাপনাগুলোতে।: [796, 805, 1000, 827]
- body-jashore-bus: [796, 1370, 1000, 1470]
- paragraph: সংশ্লিষ্টরা জানিয়েছেন, প্রাথমিকভাবে কয়েকটি জেলায় পরীক্ষামূলকভাবে কার্যক্রম শুরু হবে। পরে পর্যায়ক্রমে তা সারাদেশে সম্প্রসারণ করা হবে। কার্ডে থাকবে রোগীর পরিচয়, রক্তের গ্রুপ, পূর্ববর্তী চিকিৎসার ইতিহাস ও চলমান ওষুধের তালিকা।: [796, 146, 1000, 204]
- paragraph: নেতৃবৃন্দ আহত সাংবাদিকের দ্রুত আরোগ্য কামনা করেন এবং তার পাশে থাকার প্রতিশ্রুতি দেন।: [1018, 633, 1221, 656]
- paragraph: হাসপাতালগুলোতে শয্যা সংকট দেখা দিয়েছে। রক্তের জন্য জরুরি আহ্বান জানানো হয়েছে। স্বেচ্ছাসেবকরা রক্তদানে এগিয়ে এসেছেন।: [796, 492, 1000, 527]
- body-khubi-officers-iftar: [1239, 1335, 1548, 1398]
- paragraph: এ মাসে দান-সদকার গুরুত্ব অপরিসীম। সামর্থ্যবানদের উচিত অসহায় ও দরিদ্র মানুষের পাশে দাঁড়ানো।: [1397, 421, 1548, 455]
- body-jashore-mother: [1239, 1170, 1548, 1267]
- headline-khubi-officers-iftar: খুবি অফিসার্স কল্যাণ পরিষদের ইফতার মাহফিল অনুষ্ঠিত: [1289, 1285, 1498, 1328]
- headline-mohammad-sahabuddin: মোহাম্মদ সাহাবুদ্দিনই থাকছেন: [1303, 657, 1484, 676]
- paragraph: কর্মকর্তারা জানান, পরিবেশের ক্ষতি এড়াতে নির্দিষ্ট প্রক্রিয়া অনুসরণ করে এগুলো বিনষ্ট করা হয়েছে।: [1239, 1466, 1490, 1539]
- paragraph: মহেশপুর উপজেলায় কৃষি প্রণোদনা কর্মসূচির আওতায় কৃষকদের মধ্যে বিনামূল্যে বীজ ও সার বিতরণ করা হয়েছে। উপজেলা কৃষি সম্প্রসারণ অধিদপ্তরের আয়োজনে এ কর্মসূচি অনুষ্ঠিত হয়।: [1018, 323, 1221, 368]
- paragraph: শান্তির প্রশ্নে কূটনীতির বিকল্প নেই। সংঘাত বাড়লে তার মূল্য দিতে হয় সাধারণ মানুষকেই। আন্তর্জাতিক সম্প্রদায়ের দায়িত্ব এখন উত্তেজনা প্রশমনে কার্যকর উদ্যোগ নেওয়া, যাতে একটি বৃহত্তর যুদ্ধ এড়ানো যায়।: [211, 532, 393, 578]
- paragraph: ইতিহাসবিদরা বলেন, মার্চের উত্তাল দিনগুলোতে সর্বস্তরের মানুষ রাজপথে নেমে এসেছিল। অসহযোগ আন্দোলনে অচল হয়ে পড়েছিল প্রশাসন।: [1239, 589, 1389, 635]
- paragraph: বিবৃতিতে বলা হয়, পেশাগত দায়িত্ব পালনকালে সাংবাদিকদের ওপর হামলা গণমাধ্যমের স্বাধীনতার ওপর আঘাত। এ ধরনের ঘটনা বন্ধে প্রশাসনকে কার্যকর ভূমিকা রাখতে হবে।: [1018, 584, 1221, 630]
- paragraph: যুক্তরাষ্ট্র ও ইসরাইলের সশস্ত্র হামলায় ইরানের সর্বোচ্চ নেতা আয়াতুল্লাহ আলী খামেনির মৃত্যু মধ্যপ্রাচ্যের রাজনীতির গতিপথে এক নাটকীয় বাঁক এনে দিয়েছে। চার দশকের বেশি সময় ধরে ইরানের রাষ্ট্রক্ষমতার কেন্দ্রবিন্দুতে থাকা এই নেতার অনুপস্থিতি কেবল একটি দেশের অভ্যন্তরীণ বিষয় নয়; বরং গোটা অঞ্চলের নিরাপত্তা সমীকরণ, জ্বালানি বাজার এবং বৈশ্বিক কূটনীতিতে সুদূরপ্রসারী প্রভাব ফেলবে বলেই বিশ্লেষকরা মনে করছেন।: [20, 361, 202, 466]
- body-khamenei-funeral: [1239, 266, 1548, 351]
- paragraph: মসজিদগুলোতে তারাবির নামাজে মুসল্লিদের ঢল নেমেছে। খতমে কোরআনের আয়োজন করা হয়েছে বিভিন্ন মসজিদে।: [1397, 460, 1548, 494]
- paragraph: পরিবহন খাতের মালিকরা জানিয়েছেন, ডিজেলের দাম বাড়লে ভাড়া সমন্বয়ের দাবি উঠবে। এতে সাধারণ যাত্রীদের ওপর বাড়তি চাপ তৈরি হবে বলে আশঙ্কা করা হচ্ছে।: [601, 288, 777, 334]
- body-dighalia-iftar: [1018, 878, 1221, 967]
- paragraph: মোনাজাতে দেশ ও জাতির শান্তি-সমৃদ্ধি কামনা করা হয়।: [1397, 1373, 1548, 1396]
- paragraph: দেশটির প্রেসিডেন্ট এক বিবৃতিতে ঘটনার নিন্দা জানিয়ে বলেছেন, দোষীদের খুঁজে বের করে বিচারের আওতায় আনা হবে।: [796, 832, 1000, 866]
- paragraph: স্বাস্থ্য সেবাকে সহজ ও ডিজিটাল করতে সারাদেশে ‘ই-হেলথ’ কার্ড চালুর উদ্যোগ নেওয়া হয়েছে। এই কার্ডের মাধ্যমে একজন নাগরিকের চিকিৎসা সংক্রান্ত সব তথ্য এক জায়গায় সংরক্ষিত থাকবে। ফলে যেকোনো হাসপাতালে গিয়ে রোগী দ্রুত সেবা পাবেন।: [796, 84, 1000, 141]
- body-jubok-arrest: [1018, 1026, 1221, 1127]
- paragraph: আন্তর্জাতিক রেডক্রস জানিয়েছে, চিকিৎসা সরঞ্জাম পৌঁছে দিতে তারা কাজ করছে। তবে নিরাপত্তা পরিস্থিতির কারণে কিছু এলাকায় পৌঁছানো কঠিন হয়ে পড়েছে।: [796, 531, 1000, 566]
- headline-iran-deaths: ইরানে নিহত বেড়ে: [843, 429, 954, 447]
- paragraph: নিরাপত্তা বাহিনীকে সর্বোচ্চ সতর্ক অবস্থায় রাখা হয়েছে। সীমান্ত এলাকায় অতিরিক্ত সেনা মোতায়েন করা হয়েছে এবং আকাশসীমা আংশিকভাবে বন্ধ ঘোষণা করা হয়েছে। আন্তর্জাতিক বিমান সংস্থাগুলো ওই আকাশপথ এড়িয়ে চলার নির্দেশনা দিয়েছে।: [211, 905, 393, 962]
- paragraph: যশোর থেকে : দুই সন্তান নিয়ে চরম মানবেতর জীবনযাপন করছেন অন্তঃসত্ত্বা এক নারী। থাকার জায়গা না থাকায় খোলা আকাশের নিচেই রাত কাটাতে হচ্ছে তাকে।: [1239, 1170, 1389, 1216]
- body-city-transport-workers: [796, 1081, 1000, 1182]
- headline-paikgachha-health: পাইকগাছায় স্বাস্থ্য কর্মকর্তা ডাঃ আহসানার যোগদান: [1305, 923, 1481, 965]
- headline-fakirhat-fire: ফকিরহাটে অগ্নিকাণ্ডে: [833, 912, 963, 930]
- headline-land-office: ভূমি অফিসে দরজায়: [836, 1200, 961, 1219]
- paragraph: রাষ্ট্রপক্ষের আইনজীবী জানান, সাক্ষ্যপ্রমাণের ভিত্তিতে অভিযোগ প্রমাণিত হওয়ায় আদালত এ রায় দিয়েছেন। বাদীপক্ষ রায়ে সন্তোষ প্রকাশ করেছে।: [1018, 1092, 1221, 1126]
- paragraph: অন্যদিকে বিশেষজ্ঞ পরিষদ জরুরি বৈঠকে বসেছে উত্তরসূরি নির্ধারণের জন্য। সাংবিধানিক বিধান অনুযায়ী নির্দিষ্ট সময়ের মধ্যেই নতুন সর্বোচ্চ নেতা নির্বাচন করতে হবে। একাধিক নাম আলোচনায় থাকলেও চূড়ান্ত সিদ্ধান্তের বিষয়ে কোনো ইঙ্গিত পাওয়া যায়নি।: [20, 855, 393, 1013]
- paragraph: স্থানীয় গণ্যমান্য ব্যক্তিরা নতুন কর্মকর্তাকে ফুলেল শুভেচ্ছা জানান এবং সর্বাত্মক সহযোগিতার আশ্বাস দেন।: [1397, 1034, 1539, 1068]
- body-iran-deaths: [796, 454, 1000, 567]
- headline-turkey-attack: এবার তুরস্কে হামলা: [839, 740, 958, 759]
- paper-title: দৈনিক জন্মভূমি: [91, 178, 321, 220]
- paragraph: অন্যদিকে কূটনৈতিক তৎপরতাও বেড়েছে। জাতিসংঘ নিরাপত্তা পরিষদের জরুরি বৈঠক ডাকা হয়েছে এবং একাধিক দেশ মধ্যস্থতার প্রস্তাব দিয়েছে। আঞ্চলিক শক্তিগুলো পরিস্থিতি নিয়ন্ত্রণে রাখতে পৃথকভাবে যোগাযোগ চালিয়ে যাচ্ছে।: [20, 627, 393, 808]
- paragraph: অন্যদিকে মধ্যপ্রাচ্যে কর্মরত প্রায় ত্রিশ লাখ বাংলাদেশি শ্রমিকের ভবিষ্যৎ নিয়েও উদ্বেগ তৈরি হয়েছে। সংঘাতপূর্ণ এলাকার কাছাকাছি দেশগুলোতে নির্মাণ ও সেবা খাতের কার্যক্রম ব্যাহত হলে কর্মসংস্থান হারানোর ঝুঁকি থাকে। রেমিট্যান্স প্রবাহ কমে গেলে বৈদেশিক মুদ্রার রিজার্ভে চাপ বাড়বে।: [416, 245, 592, 326]
- paragraph: মানবাধিকার সংগঠনগুলো নিরপেক্ষ তদন্তের দাবি জানিয়েছে। তারা বলছে, নির্বাচনী সহিংসতা গণতান্ত্রিক প্রক্রিয়ার জন্য বড় হুমকি। স্থানীয় প্রশাসন জানিয়েছে, পরিস্থিতি এখন শান্ত রয়েছে, তবে সতর্কতামূলক টহল অব্যাহত আছে।: [211, 1267, 393, 1324]
- paragraph: নির্বাচন কমিশন এক বিবৃতিতে সহিংসতার ঘটনায় উদ্বেগ প্রকাশ করে বলেছে, দোষীদের বিরুদ্ধে কঠোর ব্যবস্থা নেওয়া হবে। ইতোমধ্যে একাধিক মামলা দায়ের করা হয়েছে এবং বেশ কয়েকজনকে গ্রেপ্তার করা হয়েছে।: [211, 1205, 393, 1262]
- body-agnijhora-march: [1239, 539, 1548, 640]
- body-newborn-body: [20, 1062, 393, 1159]
- paragraph: সভায় সভাপতির বক্তব্যে বলা হয়, উন্নয়ন ও নিরাপত্তা একে অপরের পরিপূরক। স্থিতিশীল পরিবেশ ছাড়া কোনো দেশের অগ্রগতি সম্ভব নয়।: [796, 375, 1000, 409]
- headline-sovereignty: সার্বভৌমত্ব রক্ষায়: [845, 261, 951, 279]
- paragraph: একাধিক প্রতিরক্ষা বিশ্লেষক জানিয়েছেন, আধুনিক যুদ্ধে ক্ষেপণাস্ত্রের ব্যবহার অত্যন্ত ব্যয়বহুল। একটি দূরপাল্লার ক্ষেপণাস্ত্রের উৎপাদন ব্যয় ও প্রতিস্থাপনের সময়সীমা এত বেশি যে টানা আক্রমণ চালিয়ে যাওয়ার সক্ষমতা সীমিত থাকে। ফলে উভয় পক্ষকেই কৌশলগত বিরতিতে যেতে হয়।: [20, 712, 202, 782]
- headline-war-ten-days: ১০ দিনের বেশি যুদ্ধ চলবে ফুরিয়ে: [93, 599, 320, 620]
- headline-energy-labour-market: ঝুঁকিতে বাংলাদেশের জ্বালানি ও শ্রমবাজার: [454, 59, 739, 78]
- body-post-election-violence: [20, 1205, 393, 1329]
- paragraph: আশাশুনি প্রেসক্লাবের নেতৃবৃন্দ সাংবাদিকদের ওপর হামলার ঘটনায় তীব্র নিন্দা ও প্রতিবাদ জানিয়েছেন। এক যৌথ বিবৃতিতে তারা দোষীদের দ্রুত গ্রেপ্তার ও বিচারের দাবি জানান।: [1018, 533, 1221, 579]
- headline-agnijhora-march: অগ্নিঝরা মার্চ: [1354, 513, 1432, 532]
- paragraph: পুলিশ জানিয়েছে, নিহতের লাশ ময়নাতদন্তের জন্য হাসপাতাল মর্গে পাঠানো হয়েছে। এ ঘটনায় মামলা প্রক্রিয়াধীন।: [796, 1409, 1000, 1443]
- body-khamenei-killed: [20, 856, 393, 1017]
- editorial-badge: সম্পাদকীয়: [156, 145, 256, 173]
- paragraph: কেন্দ্রীয় ব্যাংকের একজন কর্মকর্তা বলেন, পরিস্থিতি নিবিড়ভাবে পর্যবেক্ষণ করা হচ্ছে। বৈদেশিক মুদ্রার বাজারে অস্বাভাবিক ওঠানামা ঠেকাতে প্রয়োজনীয় পদক্ষেপ নেওয়া হবে।: [416, 86, 777, 551]
